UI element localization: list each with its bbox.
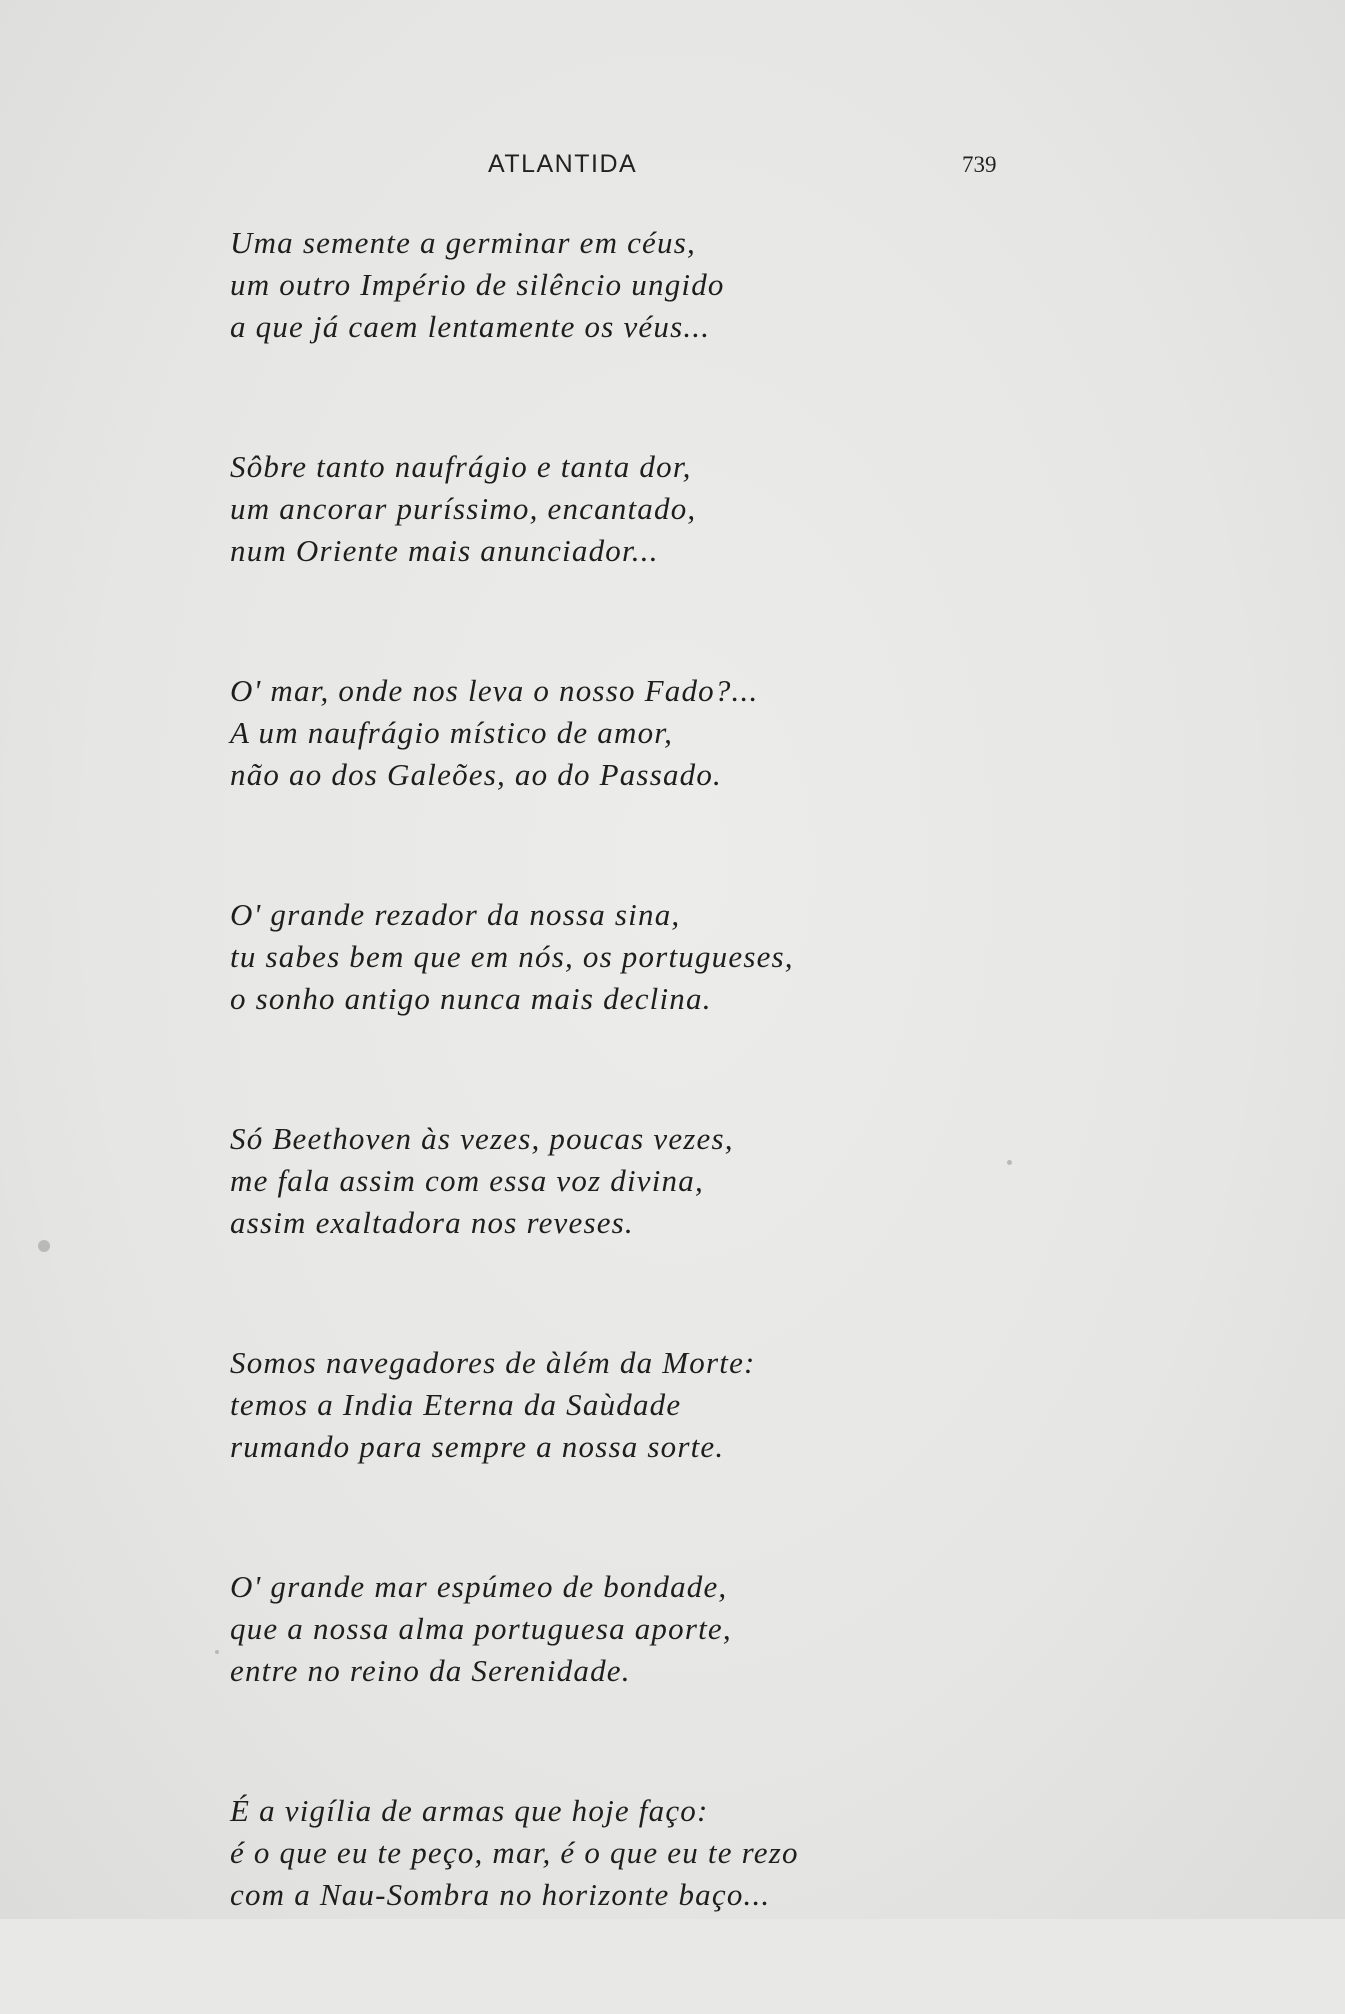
stanza <box>230 894 1130 1020</box>
stanza <box>230 1118 1130 1244</box>
stanza <box>230 1790 1130 1916</box>
verse-line: num Oriente mais anunciador... <box>230 533 659 568</box>
verse-line: assim exaltadora nos reveses. <box>230 1205 634 1240</box>
verse-line: Uma semente a germinar em céus, <box>230 225 696 260</box>
stanza <box>230 670 1130 796</box>
verse-line: Só Beethoven às vezes, poucas vezes, <box>230 1121 734 1156</box>
stanza <box>230 222 1130 348</box>
verse-line: temos a India Eterna da Saùdade <box>230 1387 682 1422</box>
paper-speck <box>38 1240 50 1252</box>
stanza <box>230 1566 1130 1692</box>
verse-line: é o que eu te peço, mar, é o que eu te rezo <box>230 1835 799 1870</box>
verse-line: rumando para sempre a nossa sorte. <box>230 1429 725 1464</box>
verse-line: entre no reino da Serenidade. <box>230 1653 631 1688</box>
verse-line: com a Nau-Sombra no horizonte baço... <box>230 1877 771 1912</box>
verse-line: um ancorar puríssimo, encantado, <box>230 491 697 526</box>
verse-line: um outro Império de silêncio ungido <box>230 267 725 302</box>
stanza <box>230 446 1130 572</box>
verse-line: me fala assim com essa voz divina, <box>230 1163 704 1198</box>
verse-line: Sôbre tanto naufrágio e tanta dor, <box>230 449 692 484</box>
poem <box>230 222 1130 2014</box>
verse-line: tu sabes bem que em nós, os portugueses, <box>230 939 794 974</box>
verse-line: A um naufrágio místico de amor, <box>230 715 674 750</box>
verse-line: a que já caem lentamente os véus... <box>230 309 711 344</box>
verse-line: O' grande mar espúmeo de bondade, <box>230 1569 728 1604</box>
verse-line: O' mar, onde nos leva o nosso Fado?... <box>230 673 759 708</box>
running-head <box>0 150 1345 190</box>
running-head-title: ATLANTIDA <box>488 150 638 178</box>
verse-line: não ao dos Galeões, ao do Passado. <box>230 757 723 792</box>
verse-line: Somos navegadores de àlém da Morte: <box>230 1345 756 1380</box>
paper-speck <box>215 1650 219 1654</box>
page-number: 739 <box>962 152 997 177</box>
verse-line: que a nossa alma portuguesa aporte, <box>230 1611 732 1646</box>
verse-line: É a vigília de armas que hoje faço: <box>230 1793 709 1828</box>
verse-line: O' grande rezador da nossa sina, <box>230 897 681 932</box>
verse-line: o sonho antigo nunca mais declina. <box>230 981 712 1016</box>
stanza <box>230 1342 1130 1468</box>
